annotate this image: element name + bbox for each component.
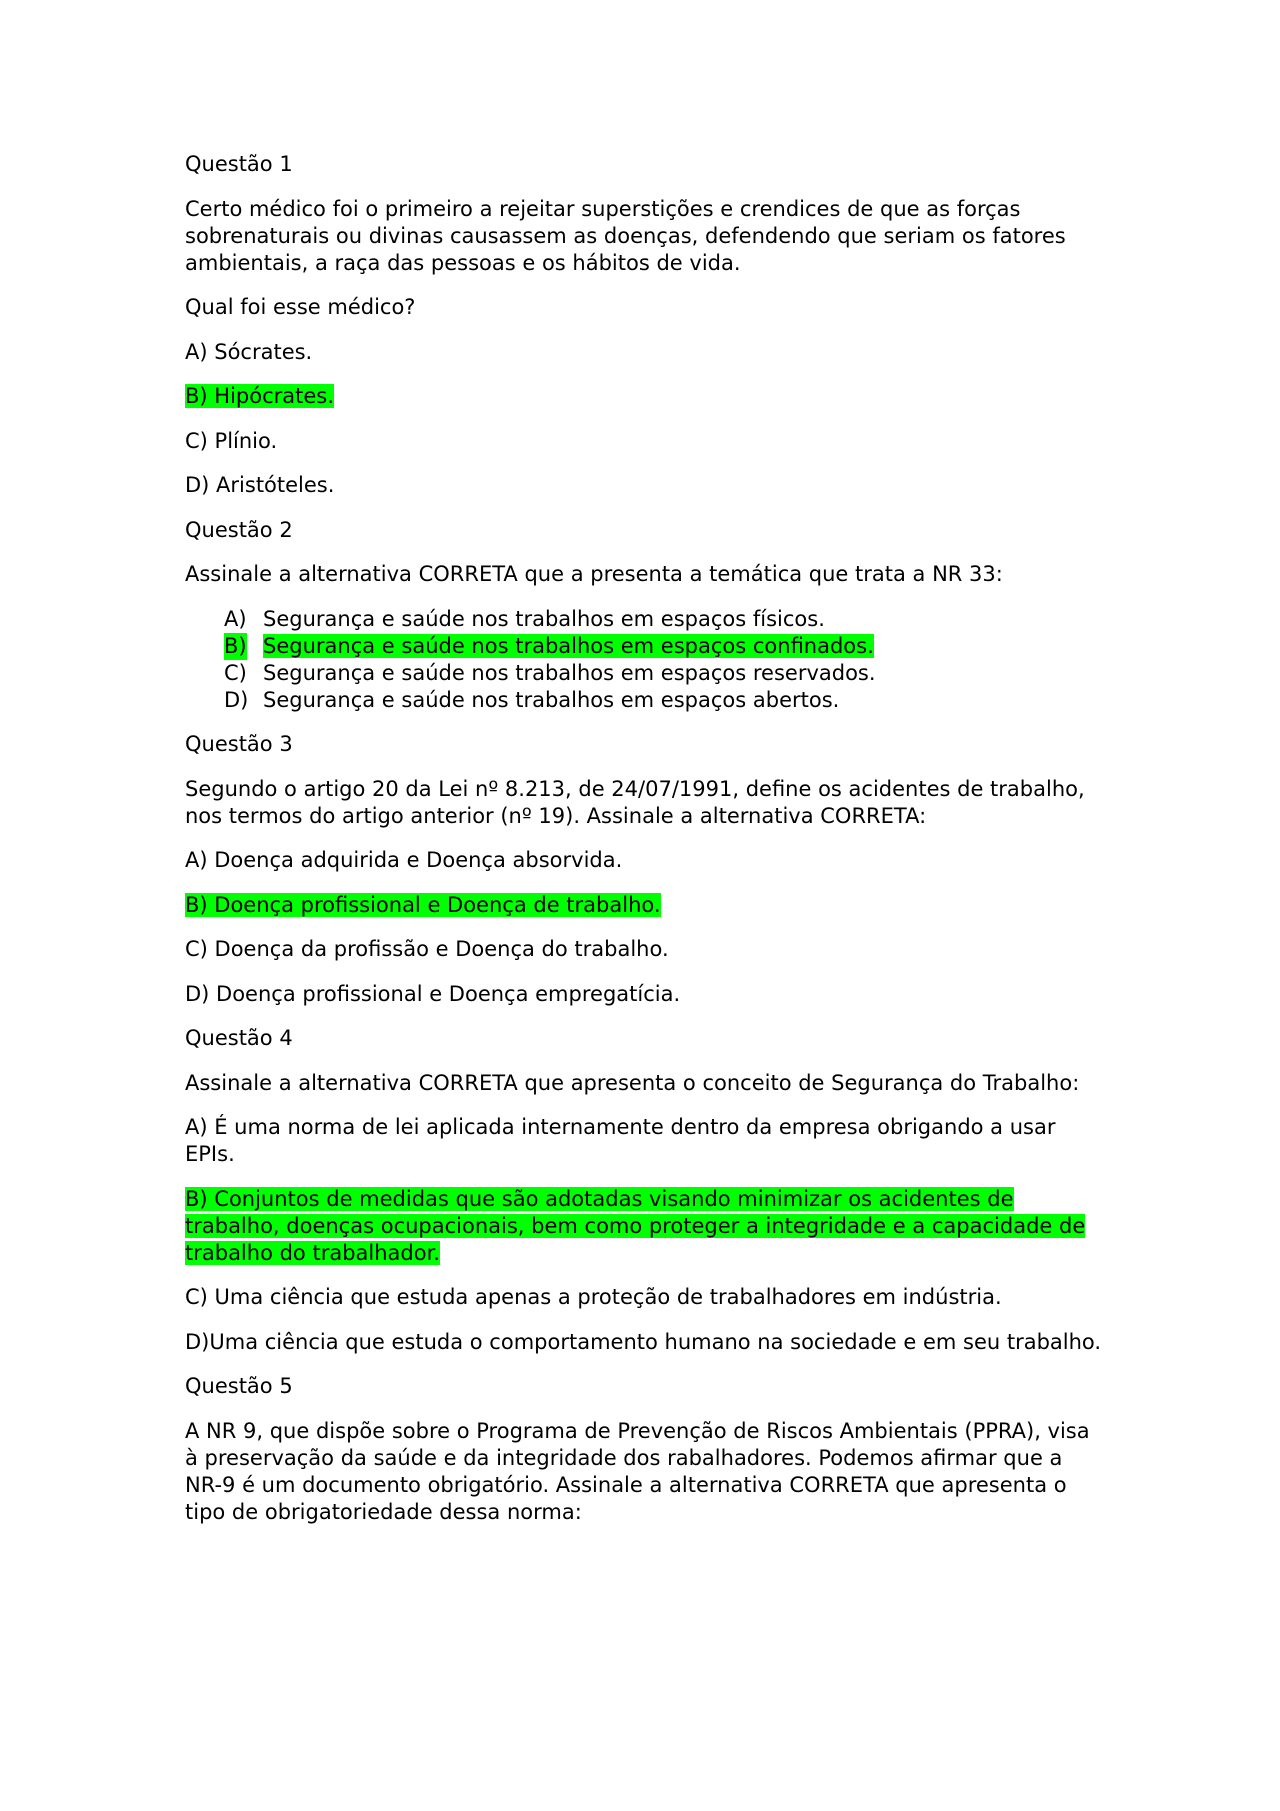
highlighted-answer: Segurança e saúde nos trabalhos em espaços confinados. [263, 633, 874, 658]
question-4-text: Assinale a alternativa CORRETA que apresenta o conceito de Segurança do Trabalho: [185, 1070, 1080, 1095]
question-1-option-a [185, 339, 1105, 366]
option-text: C) Plínio. [185, 428, 278, 453]
question-4-title: Questão 4 [185, 1026, 293, 1050]
option-text: D)Uma ciência que estuda o comportamento humano na sociedade e em seu trabalho. [185, 1329, 1102, 1354]
highlighted-answer: B) Hipócrates. [185, 384, 334, 408]
option-text: A) Doença adquirida e Doença absorvida. [185, 848, 623, 872]
question-4-option-a [185, 1114, 1105, 1168]
question-2-option-a [224, 606, 1105, 633]
option-marker: C) [224, 660, 247, 685]
question-2-option-b [224, 633, 1105, 660]
option-text: Segurança e saúde nos trabalhos em espaços reservados. [263, 660, 876, 685]
question-1-option-b [185, 383, 1105, 410]
question-3-title: Questão 3 [185, 732, 293, 756]
question-2-options [185, 606, 1105, 714]
question-5-title: Questão 5 [185, 1374, 293, 1398]
document-page [185, 151, 1105, 1543]
question-1-prompt: Qual foi esse médico? [185, 295, 416, 319]
option-text: C) Uma ciência que estuda apenas a proteção de trabalhadores em indústria. [185, 1285, 1002, 1309]
question-2-option-c [224, 660, 1105, 687]
question-2-text: Assinale a alternativa CORRETA que a presenta a temática que trata a NR 33: [185, 562, 1003, 586]
question-1-title: Questão 1 [185, 152, 293, 176]
option-marker: D) [224, 687, 249, 712]
question-4-option-b [185, 1186, 1105, 1267]
question-1-option-c [185, 428, 1105, 455]
question-3-option-d [185, 981, 1105, 1008]
question-2-title: Questão 2 [185, 517, 293, 542]
question-2-option-d [224, 687, 1105, 714]
option-marker: A) [224, 606, 247, 631]
option-text: A) Sócrates. [185, 339, 313, 364]
question-4-option-c [185, 1284, 1105, 1311]
option-text: Segurança e saúde nos trabalhos em espaços abertos. [263, 687, 840, 712]
question-5-text: A NR 9, que dispõe sobre o Programa de Prevenção de Riscos Ambientais (PPRA), visa à preservação da saúde e da integridade dos rabalhadores. Podemos afirmar que a NR-9 é um documento obrigatório. Assinale a alternativa CORRETA que apresenta o tipo de obrigatoriedade dessa norma: [185, 1418, 1090, 1524]
question-1-text: Certo médico foi o primeiro a rejeitar superstições e crendices de que as forças sobrenaturais ou divinas causassem as doenças, defendendo que seriam os fatores ambientais, a raça das pessoas e os hábitos de vida. [185, 196, 1066, 275]
question-1-option-d [185, 472, 1105, 499]
option-text: D) Doença profissional e Doença empregatícia. [185, 981, 681, 1006]
question-3-option-b [185, 892, 1105, 919]
option-text: A) É uma norma de lei aplicada internamente dentro da empresa obrigando a usar EPIs. [185, 1115, 1056, 1166]
question-3-option-c [185, 936, 1105, 963]
question-3-text: Segundo o artigo 20 da Lei nº 8.213, de 24/07/1991, define os acidentes de trabalho, nos termos do artigo anterior (nº 19). Assinale a alternativa CORRETA: [185, 776, 1085, 828]
option-text: Segurança e saúde nos trabalhos em espaços físicos. [263, 606, 825, 631]
question-4-option-d [185, 1329, 1105, 1356]
option-marker: B) [224, 633, 247, 658]
option-text: C) Doença da profissão e Doença do trabalho. [185, 937, 669, 961]
question-3-option-a [185, 847, 1105, 874]
highlighted-answer: B) Doença profissional e Doença de trabalho. [185, 892, 661, 917]
highlighted-answer: B) Conjuntos de medidas que são adotadas visando minimizar os acidentes de trabalho, doenças ocupacionais, bem como proteger a integridade e a capacidade de trabalho do trabalhador. [185, 1186, 1086, 1265]
option-text: D) Aristóteles. [185, 473, 335, 497]
